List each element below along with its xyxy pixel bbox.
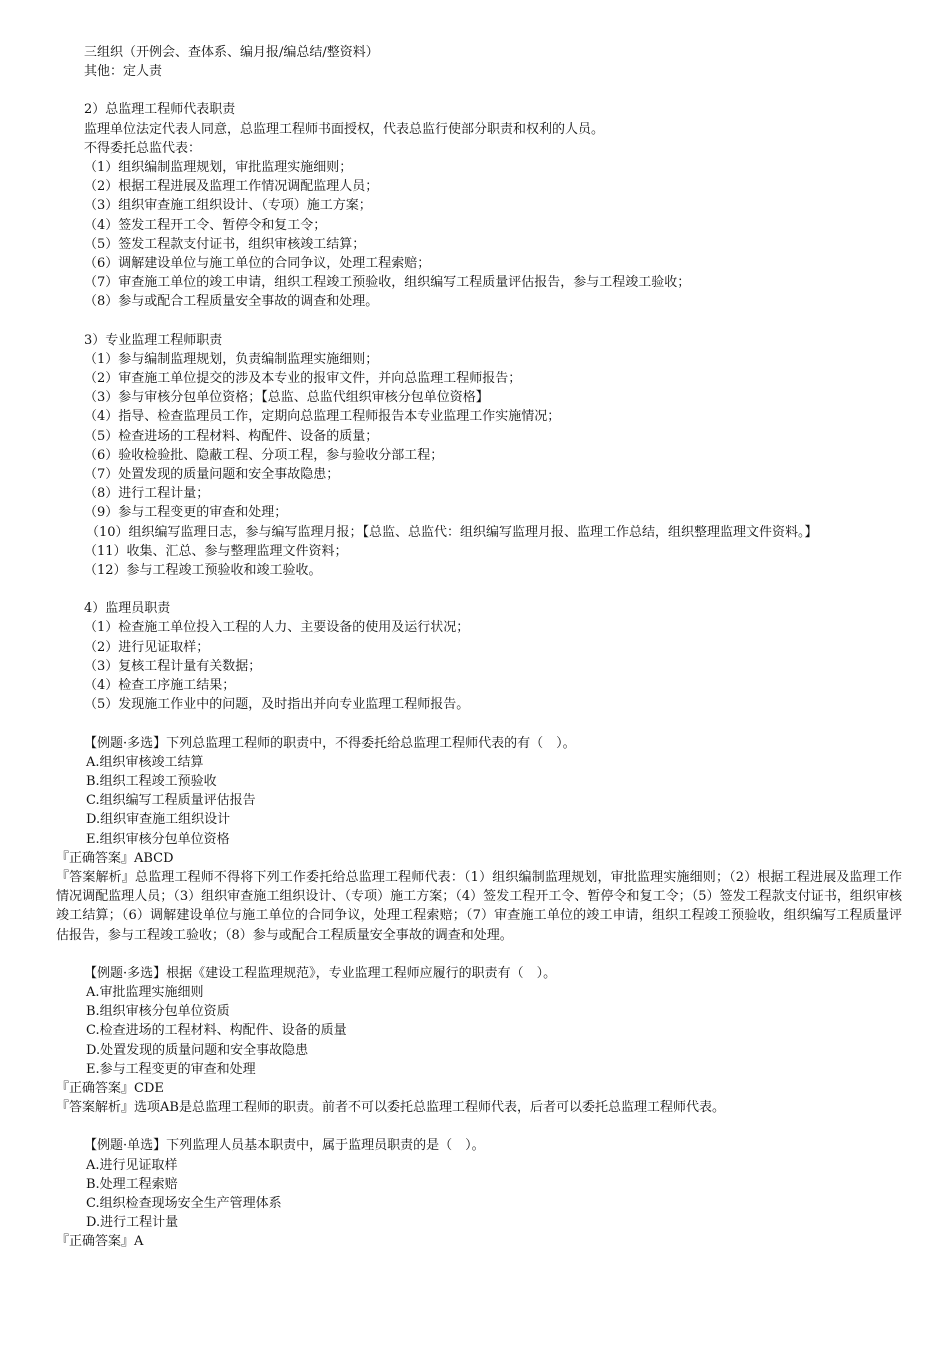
list-item: （6）验收检验批、隐蔽工程、分项工程，参与验收分部工程； <box>84 447 444 463</box>
list-item: （10）组织编写监理日志，参与编写监理月报；【总监、总监代：组织编写监理月报、监理工作总结，组织整理监理文件资料。】 <box>86 524 818 540</box>
example-question-3 <box>56 1136 902 1251</box>
answer-analysis: 『答案解析』总监理工程师不得将下列工作委托给总监理工程师代表：（1）组织编制监理规划，审批监理实施细则；（2）根据工程进展及监理工作情况调配监理人员；（3）组织审查施工组织设计、（专项）施工方案；（4）签发工程开工令、暂停令和复工令；（5）签发工程款支付证书，组织审核竣工结算；（6）调解建设单位与施工单位的合同争议，处理工程索赔；（7）审查施工单位的竣工申请，组织工程竣工预验收，组织编写工程质量评估报告，参与工程竣工验收；（8）参与或配合工程质量安全事故的调查和处理。 <box>56 869 902 943</box>
list-item: （9）参与工程变更的审查和处理； <box>84 505 288 521</box>
section-heading: 4）监理员职责 <box>84 601 171 617</box>
list-item: （1）组织编制监理规划，审批监理实施细则； <box>84 160 353 176</box>
list-item: （3）复核工程计量有关数据； <box>84 658 262 674</box>
list-item: （7）处置发现的质量问题和安全事故隐患； <box>84 467 340 483</box>
list-item: （2）进行见证取样； <box>84 639 210 655</box>
option-b: B.组织审核分包单位资质 <box>86 1004 230 1020</box>
option-e: E.组织审核分包单位资格 <box>86 831 230 847</box>
option-d: D.处置发现的质量问题和安全事故隐患 <box>86 1042 309 1058</box>
option-a: A.审批监理实施细则 <box>86 984 204 1000</box>
section-heading: 3）专业监理工程师职责 <box>84 332 223 348</box>
list-item: （12）参与工程竣工预验收和竣工验收。 <box>84 563 322 579</box>
section-deputy-chief-duties <box>56 100 902 311</box>
answer-analysis: 『答案解析』选项AB是总监理工程师的职责。前者不可以委托总监理工程师代表，后者可以委托总监理工程师代表。 <box>56 1100 725 1116</box>
option-d: D.进行工程计量 <box>86 1215 179 1231</box>
section-supervisor-duties <box>56 599 902 714</box>
list-item: （2）审查施工单位提交的涉及本专业的报审文件，并向总监理工程师报告； <box>84 371 522 387</box>
option-a: A.进行见证取样 <box>86 1157 178 1173</box>
correct-answer: 『正确答案』CDE <box>56 1080 164 1096</box>
list-item: （5）发现施工作业中的问题，及时指出并向专业监理工程师报告。 <box>84 697 470 713</box>
intro-line-other: 其他：定人责 <box>84 64 163 80</box>
list-item: （6）调解建设单位与施工单位的合同争议，处理工程索赔； <box>84 256 431 272</box>
section-specialist-engineer-duties <box>56 331 902 581</box>
option-d: D.组织审查施工组织设计 <box>86 812 231 828</box>
list-item: （5）签发工程款支付证书，组织审核竣工结算； <box>84 236 366 252</box>
list-item: （1）参与编制监理规划，负责编制监理实施细则； <box>84 351 379 367</box>
example-question-1 <box>56 734 902 945</box>
section-description: 监理单位法定代表人同意，总监理工程师书面授权，代表总监行使部分职责和权利的人员。 <box>84 121 605 137</box>
list-item: （8）参与或配合工程质量安全事故的调查和处理。 <box>84 294 379 310</box>
option-c: C.组织检查现场安全生产管理体系 <box>86 1195 282 1211</box>
question-text: 【例题·单选】下列监理人员基本职责中，属于监理员职责的是（ ）。 <box>84 1138 485 1154</box>
list-item: （1）检查施工单位投入工程的人力、主要设备的使用及运行状况； <box>84 620 470 636</box>
list-item: （4）签发工程开工令、暂停令和复工令； <box>84 217 327 233</box>
example-question-2 <box>56 964 902 1118</box>
list-item: （5）检查进场的工程材料、构配件、设备的质量； <box>84 428 379 444</box>
intro-line-organize: 三组织（开例会、查体系、编月报/编总结/整资料） <box>84 45 379 60</box>
option-b: B.处理工程索赔 <box>86 1176 178 1192</box>
list-item: （2）根据工程进展及监理工作情况调配监理人员； <box>84 179 379 195</box>
option-c: C.检查进场的工程材料、构配件、设备的质量 <box>86 1023 347 1039</box>
list-item: （3）组织审查施工组织设计、（专项）施工方案； <box>84 198 372 214</box>
question-text: 【例题·多选】下列总监理工程师的职责中，不得委托给总监理工程师代表的有（ ）。 <box>84 735 576 751</box>
document-page <box>56 43 902 1252</box>
list-item: （4）指导、检查监理员工作，定期向总监理工程师报告本专业监理工作实施情况； <box>84 409 561 425</box>
list-item: （4）检查工序施工结果； <box>84 678 236 694</box>
question-text: 【例题·多选】根据《建设工程监理规范》，专业监理工程师应履行的职责有（ ）。 <box>84 965 557 981</box>
section-subheading: 不得委托总监代表： <box>84 140 202 156</box>
option-a: A.组织审核竣工结算 <box>86 754 204 770</box>
section-heading: 2）总监理工程师代表职责 <box>84 102 236 118</box>
list-item: （11）收集、汇总、参与整理监理文件资料； <box>84 543 348 559</box>
list-item: （8）进行工程计量； <box>84 486 210 502</box>
option-b: B.组织工程竣工预验收 <box>86 773 217 789</box>
correct-answer: 『正确答案』A <box>56 1234 144 1250</box>
list-item: （7）审查施工单位的竣工申请，组织工程竣工预验收，组织编写工程质量评估报告，参与工程竣工验收； <box>84 275 691 291</box>
correct-answer: 『正确答案』ABCD <box>56 850 174 866</box>
list-item: （3）参与审核分包单位资格；【总监、总监代组织审核分包单位资格】 <box>84 390 489 406</box>
option-e: E.参与工程变更的审查和处理 <box>86 1061 256 1077</box>
option-c: C.组织编写工程质量评估报告 <box>86 793 256 809</box>
